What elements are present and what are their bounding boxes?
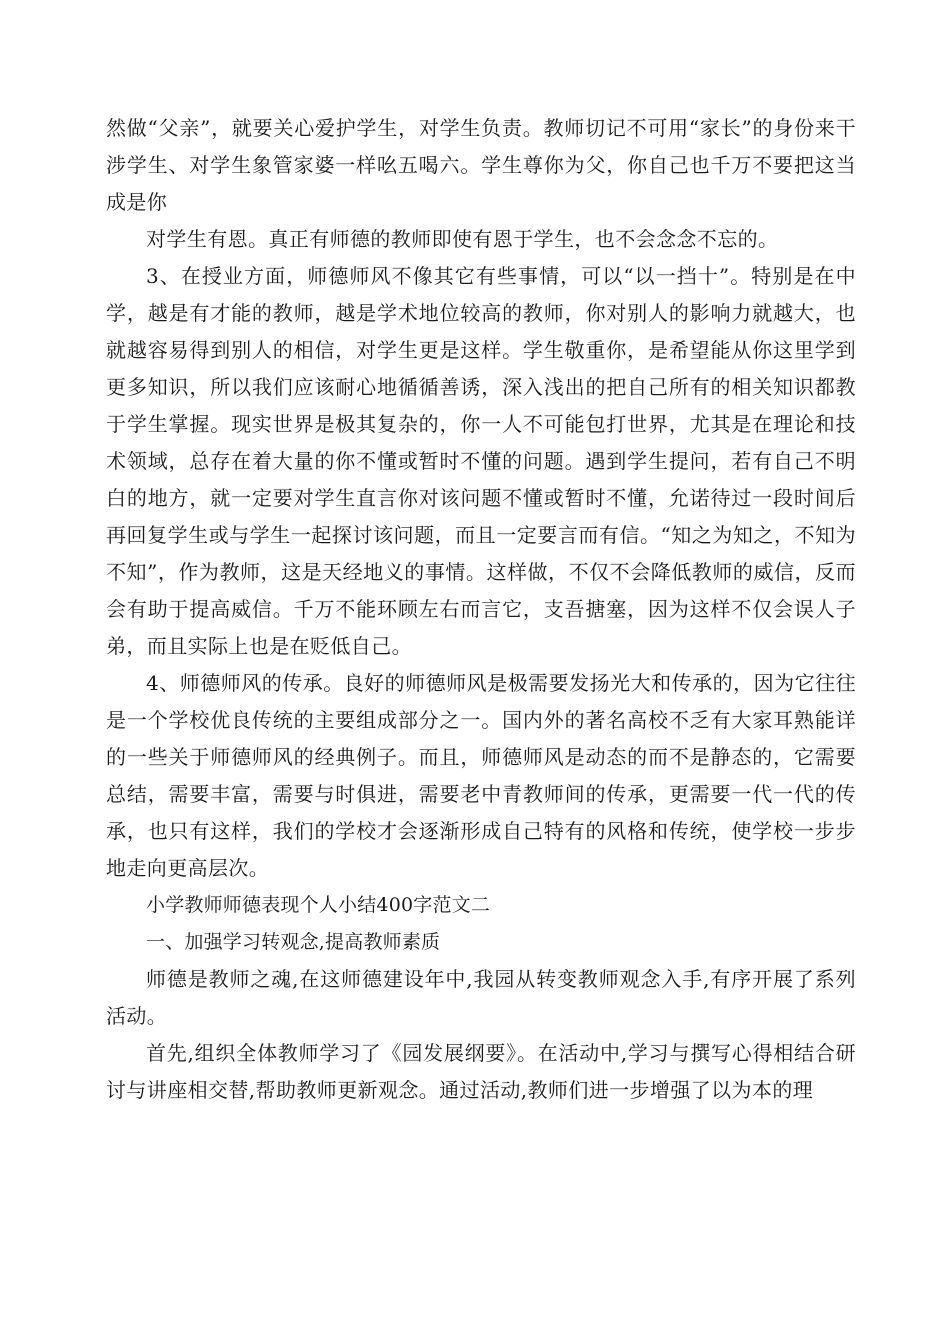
document-paragraph: 一、加强学习转观念,提高教师素质 (146, 931, 441, 953)
document-paragraph: 小学教师师德表现个人小结400字范文二 (146, 894, 491, 916)
document-paragraph: 4、师德师风的传承。良好的师德师风是极需要发扬光大和传承的，因为它往往是一个学校优良传统的主要组成部分之一。国内外的著名高校不乏有大家耳熟能详的一些关于师德师风的经典例子。而且，师德师风是动态的而不是静态的，它需要总结，需要丰富，需要与时俱进，需要老中青教师间的传承，更需要一代一代的传承，也只有这样，我们的学校才会逐渐形成自己特有的风格和传统，使学校一步步地走向更高层次。 (106, 671, 856, 880)
document-paragraph: 对学生有恩。真正有师德的教师即使有恩于学生，也不会念念不忘的。 (146, 227, 779, 251)
document-paragraph: 首先,组织全体教师学习了《园发展纲要》。在活动中,学习与撰写心得相结合研讨与讲座相交替,帮助教师更新观念。通过活动,教师们进一步增强了以为本的理 (106, 1041, 856, 1102)
document-paragraph: 3、在授业方面，师德师风不像其它有些事情，可以“以一挡十”。特别是在中学，越是有才能的教师，越是学术地位较高的教师，你对别人的影响力就越大，也就越容易得到别人的相信，对学生更是这样。学生敬重你，是希望能从你这里学到更多知识，所以我们应该耐心地循循善诱，深入浅出的把自己所有的相关知识都教于学生掌握。现实世界是极其复杂的，你一人不可能包打世界，尤其是在理论和技术领域，总存在着大量的你不懂或暂时不懂的问题。遇到学生提问，若有自己不明白的地方，就一定要对学生直言你对该问题不懂或暂时不懂，允诺待过一段时间后再回复学生或与学生一起探讨该问题，而且一定要言而有信。“知之为知之，不知为不知”，作为教师，这是天经地义的事情。这样做，不仅不会降低教师的威信，反而会有助于提高威信。千万不能环顾左右而言它，支吾搪塞，因为这样不仅会误人子弟，而且实际上也是在贬低自己。 (106, 264, 856, 658)
document-body (106, 110, 856, 1109)
document-paragraph: 师德是教师之魂,在这师德建设年中,我园从转变教师观念入手,有序开展了系列活动。 (106, 967, 856, 1028)
document-paragraph: 然做“父亲”，就要关心爱护学生，对学生负责。教师切记不可用“家长”的身份来干涉学生、对学生象管家婆一样吆五喝六。学生尊你为父，你自己也千万不要把这当成是你 (106, 116, 856, 214)
